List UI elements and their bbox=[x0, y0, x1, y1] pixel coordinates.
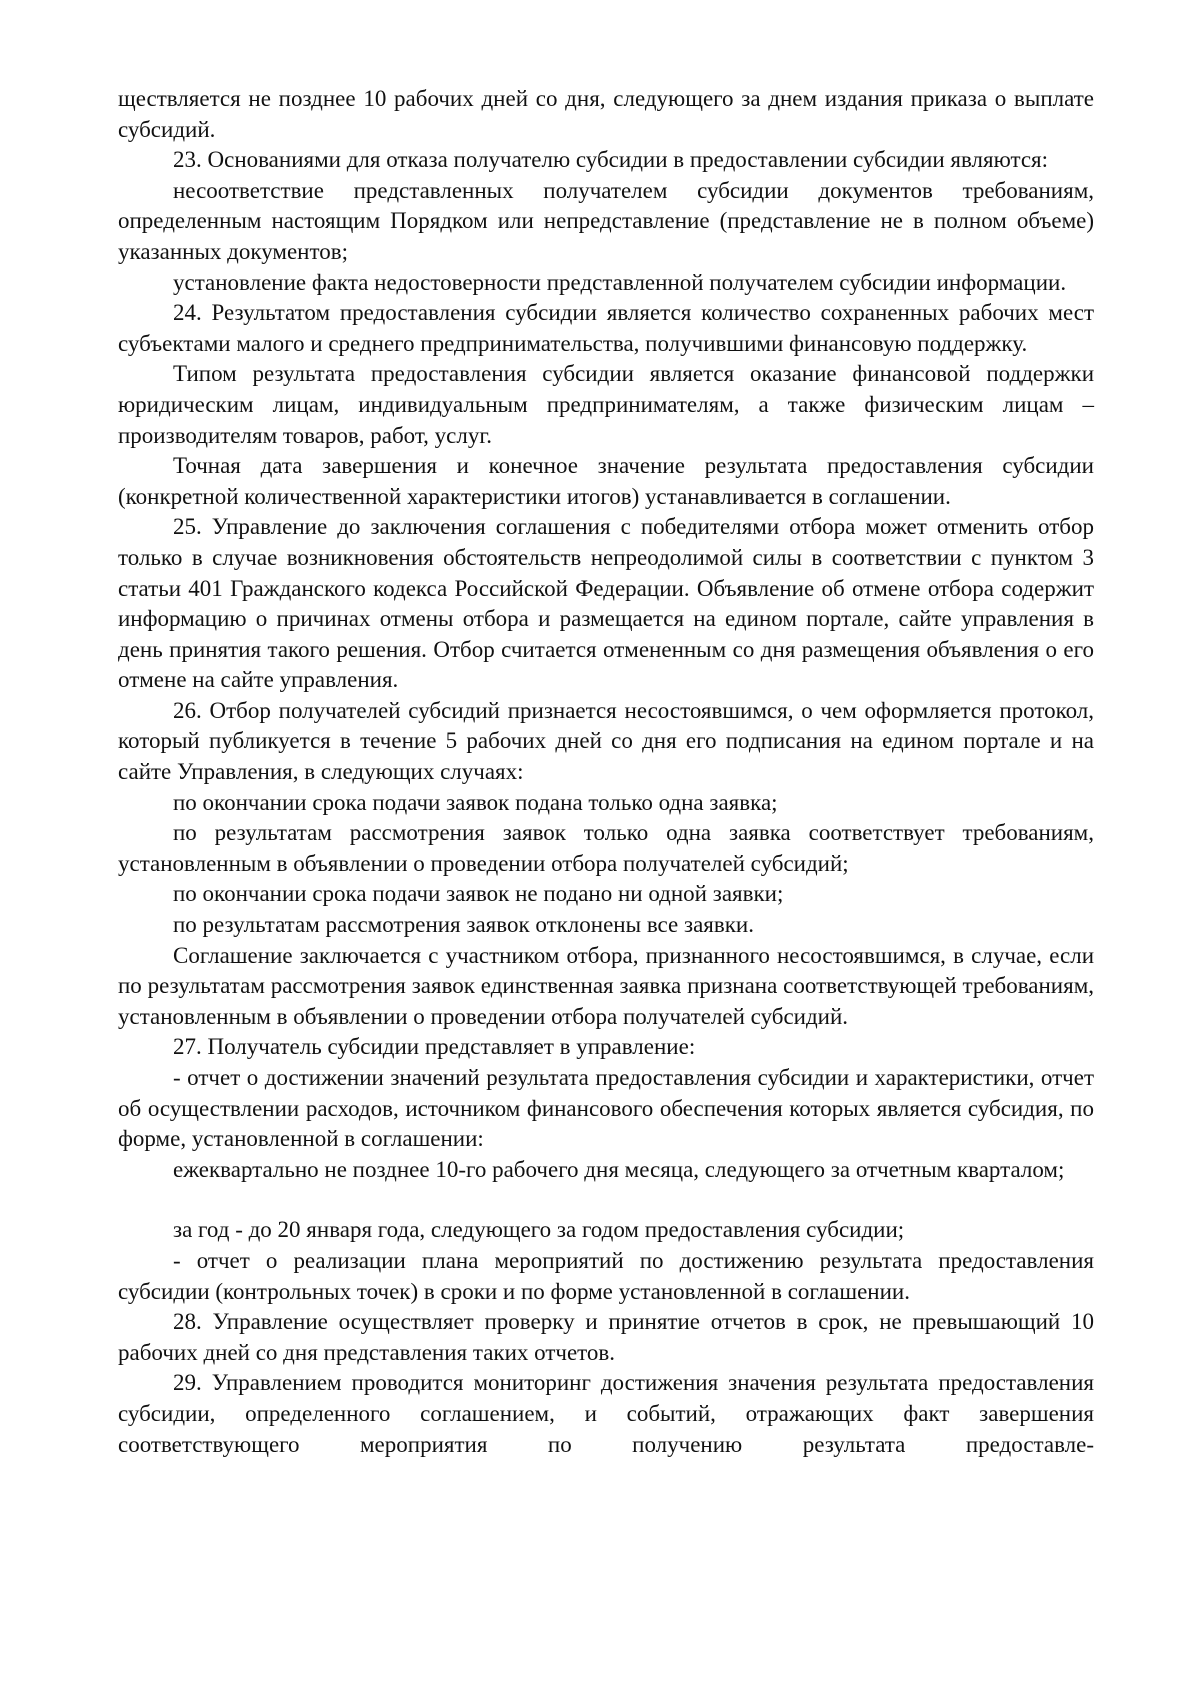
paragraph: - отчет о реализации плана мероприятий по достижению результата предоставления субсидии (контрольных точек) в сроки и по форме установленной в соглашении. bbox=[118, 1247, 1094, 1304]
paragraph: по результатам рассмотрения заявок только одна заявка соответствует требованиям, установленным в объявлении о проведении отбора получателей субсидий; bbox=[118, 820, 1094, 876]
paragraph: ществляется не позднее 10 рабочих дней со дня, следующего за днем издания приказа о выплате субсидий. bbox=[118, 86, 1094, 142]
paragraph: за год - до 20 января года, следующего за годом предоставления субсидии; bbox=[173, 1217, 905, 1243]
document-page bbox=[118, 84, 1094, 1460]
paragraph: по окончании срока подачи заявок не подано ни одной заявки; bbox=[173, 881, 784, 907]
paragraph: по результатам рассмотрения заявок отклонены все заявки. bbox=[173, 912, 754, 938]
paragraph: 29. Управлением проводится мониторинг достижения значения результата предоставления субсидии, определенного соглашением, и событий, отражающих факт завершения соответствующего мероприятия по получению результата предоставле- bbox=[118, 1370, 1094, 1457]
paragraph: 26. Отбор получателей субсидий признается несостоявшимся, о чем оформляется протокол, который публикуется в течение 5 рабочих дней со дня его подписания на едином портале и на сайте Управления, в следующих случаях: bbox=[118, 697, 1094, 785]
paragraph: 27. Получатель субсидии представляет в управление: bbox=[173, 1034, 696, 1060]
paragraph: 28. Управление осуществляет проверку и принятие отчетов в срок, не превышающий 10 рабочих дней со дня представления таких отчетов. bbox=[118, 1309, 1094, 1365]
paragraph: несоответствие представленных получателем субсидии документов требованиям, определенным настоящим Порядком или непредставление (представление не в полном объеме) указанных документов; bbox=[118, 177, 1094, 264]
paragraph: по окончании срока подачи заявок подана только одна заявка; bbox=[173, 789, 778, 815]
paragraph: Типом результата предоставления субсидии является оказание финансовой поддержки юридическим лицам, индивидуальным предпринимателям, а также физическим лицам – производителям товаров, работ, услуг. bbox=[118, 361, 1094, 448]
paragraph: Точная дата завершения и конечное значение результата предоставления субсидии (конкретной количественной характеристики итогов) устанавливается в соглашении. bbox=[118, 453, 1094, 509]
paragraph: 23. Основаниями для отказа получателю субсидии в предоставлении субсидии являются: bbox=[173, 147, 1048, 173]
paragraph: Соглашение заключается с участником отбора, признанного несостоявшимся, в случае, если по результатам рассмотрения заявок единственная заявка признана соответствующей требованиям, установленным в объявлении о проведении отбора получателей субсидий. bbox=[118, 942, 1094, 1029]
paragraph: ежеквартально не позднее 10-го рабочего дня месяца, следующего за отчетным кварталом; bbox=[173, 1156, 1065, 1182]
paragraph: 25. Управление до заключения соглашения с победителями отбора может отменить отбор только в случае возникновения обстоятельств непреодолимой силы в соответствии с пунктом 3 статьи 401 Гражданского кодекса Российской Федерации. Объявление об отмене отбора содержит информацию о причинах отмены отбора и размещается на едином портале, сайте управления в день принятия такого решения. Отбор считается отмененным со дня размещения объявления о его отмене на сайте управления. bbox=[118, 514, 1094, 693]
paragraph: 24. Результатом предоставления субсидии является количество сохраненных рабочих мест субъектами малого и среднего предпринимательства, получившими финансовую поддержку. bbox=[118, 300, 1094, 356]
paragraph: - отчет о достижении значений результата предоставления субсидии и характеристики, отчет об осуществлении расходов, источником финансового обеспечения которых является субсидия, по форме, установленной в соглашении: bbox=[118, 1065, 1094, 1152]
paragraph: установление факта недостоверности представленной получателем субсидии информации. bbox=[173, 269, 1067, 295]
